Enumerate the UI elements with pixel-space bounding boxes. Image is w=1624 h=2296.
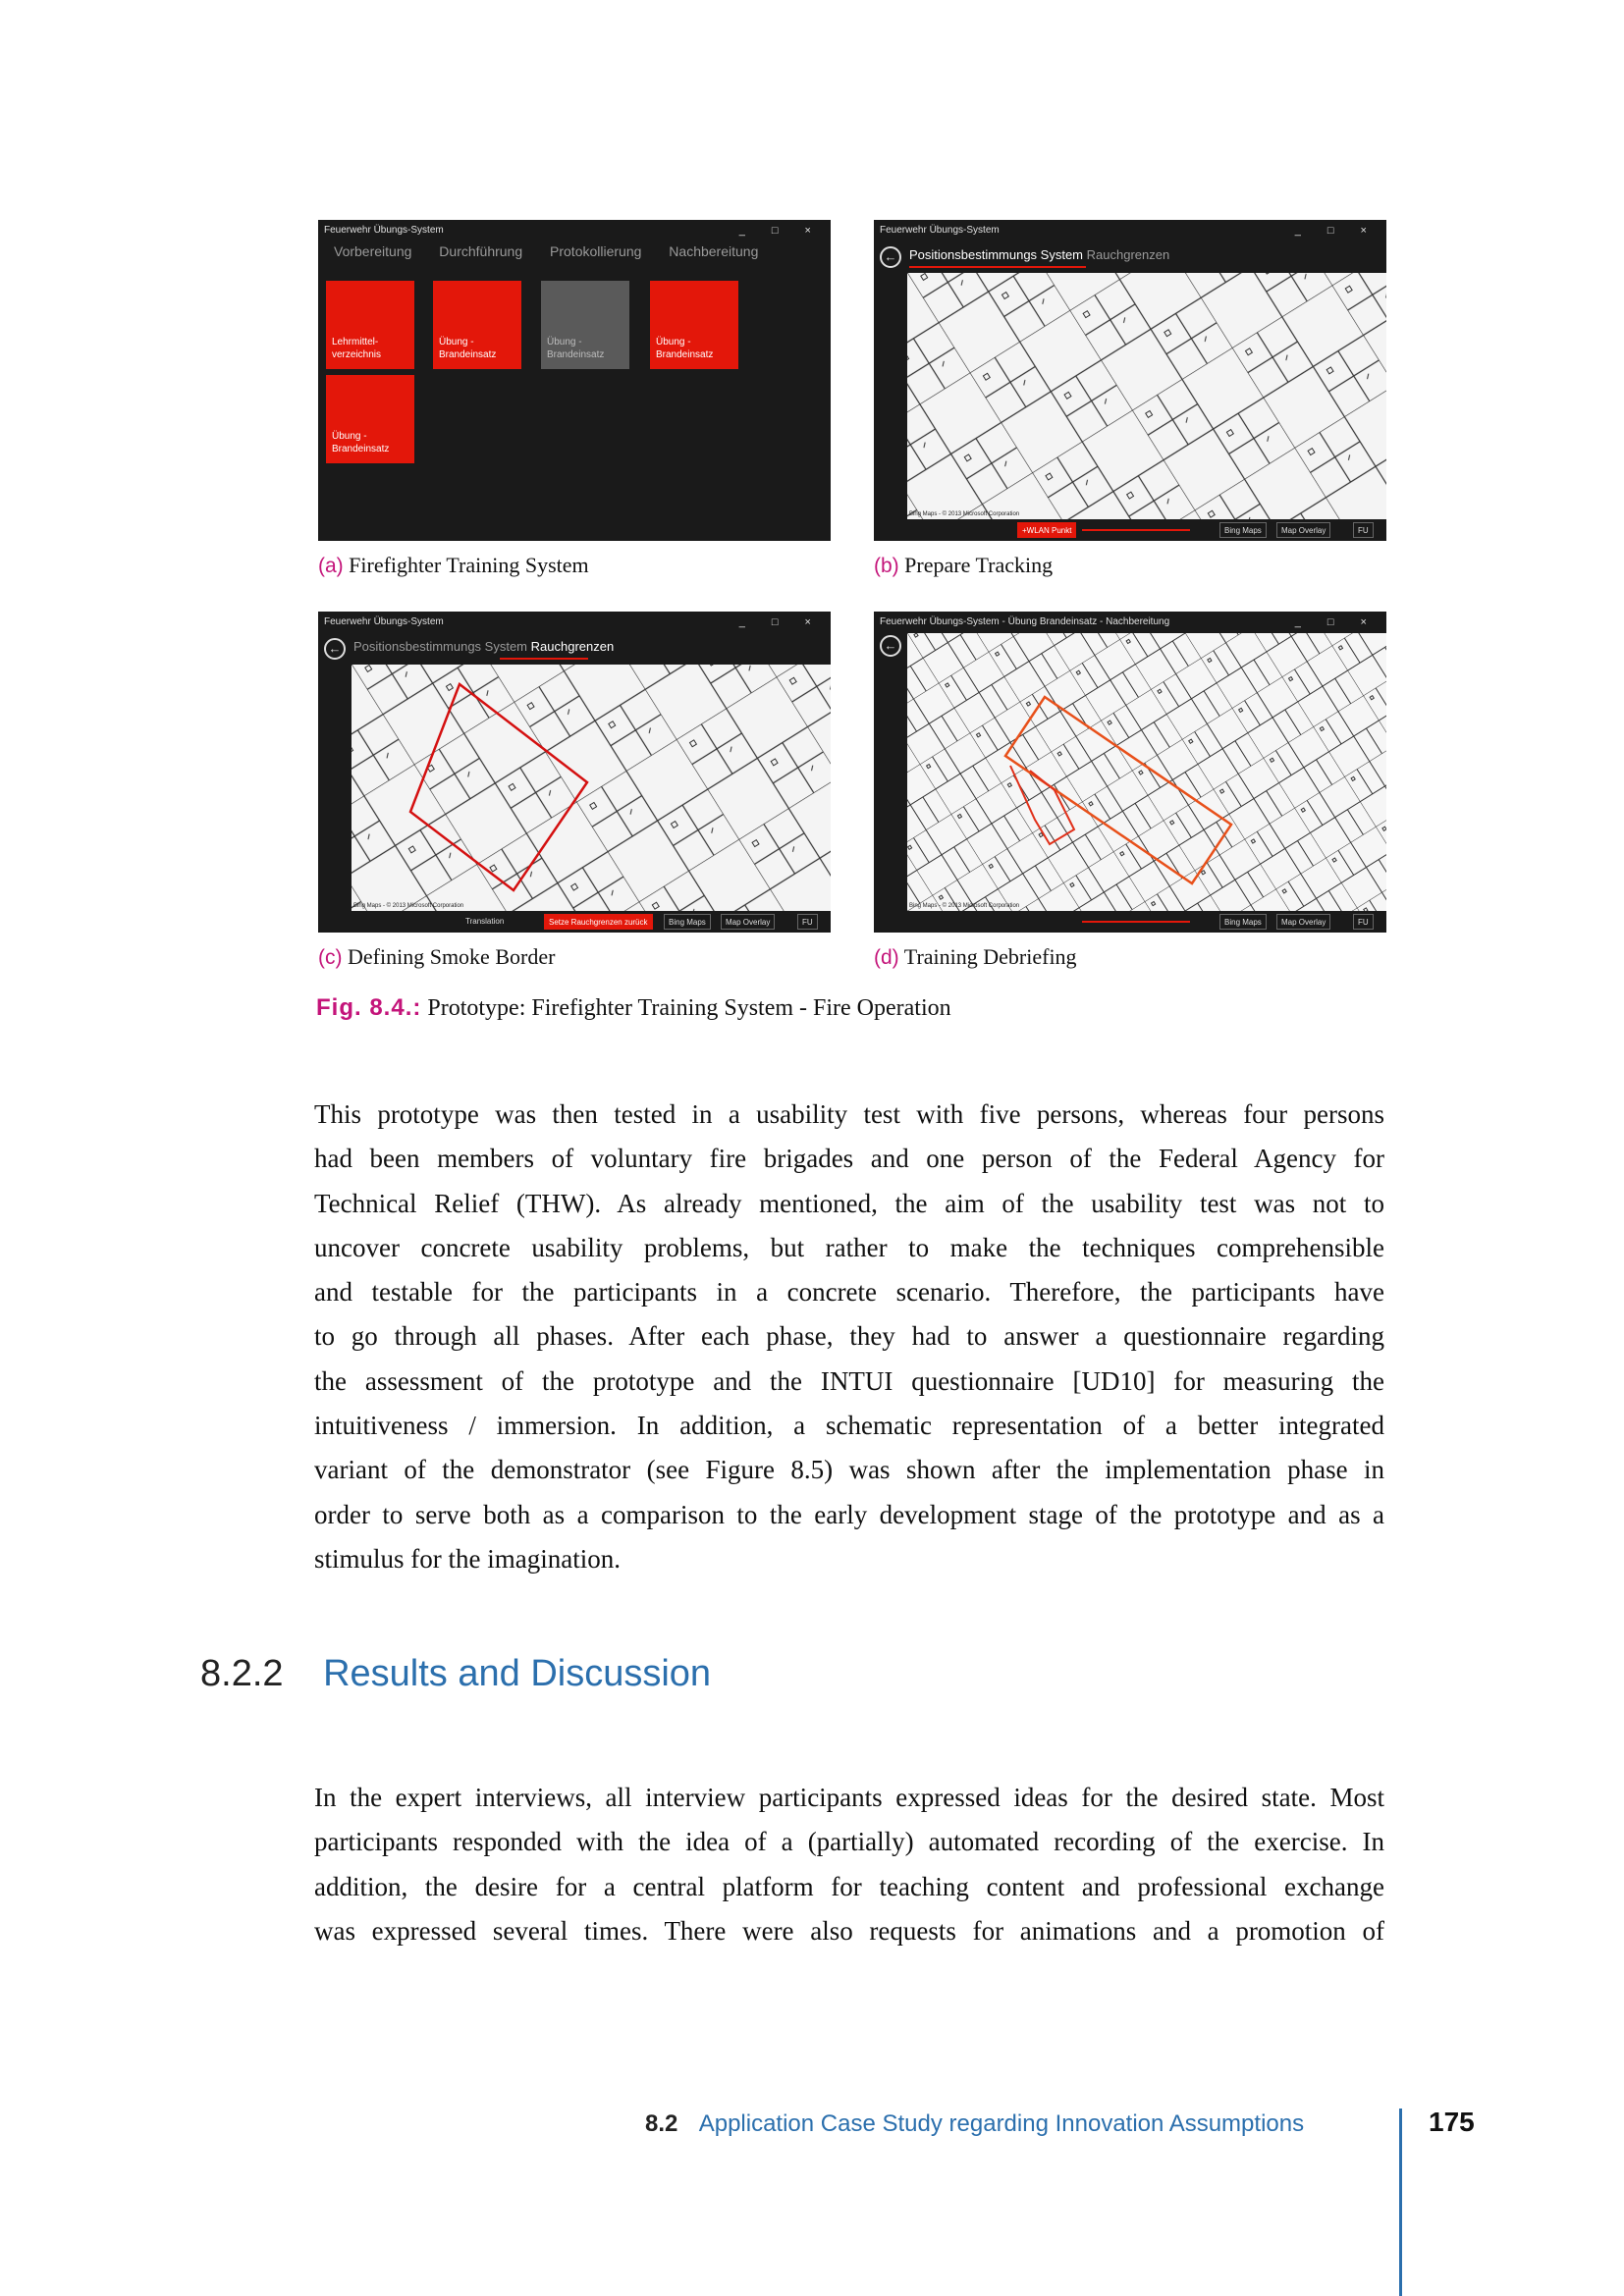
zoom-slider[interactable] (1082, 529, 1190, 531)
tab-smoke-borders[interactable]: Rauchgrenzen (1086, 247, 1170, 262)
text-line: stimulus for the imagination. (314, 1543, 621, 1574)
caption-label: (d) (874, 946, 899, 969)
tile-uebung-4[interactable] (326, 375, 414, 463)
text-line: was expressed several times. There were also requests for animations and a promotion of (314, 1915, 1384, 1946)
screenshot-prepare-tracking (874, 220, 1386, 541)
window-controls[interactable]: _ □ × (738, 225, 823, 237)
tab-protokollierung[interactable]: Protokollierung (550, 243, 642, 259)
body-paragraph-2 (314, 1776, 1384, 1953)
map-overlay-checkbox[interactable]: Map Overlay (1276, 914, 1330, 930)
tile-lehrmittel[interactable] (326, 281, 414, 369)
text-line: intuitiveness / immersion. In addition, a schematic representation of a better integrated (314, 1411, 1384, 1441)
caption-label: (b) (874, 555, 899, 577)
text-line: and testable for the participants in a concrete scenario. Therefore, the participants have (314, 1277, 1384, 1308)
section-heading (200, 1653, 711, 1695)
floor-select[interactable]: FU (1353, 522, 1374, 538)
text-line: the assessment of the prototype and the INTUI questionnaire [UD10] for measuring the (314, 1365, 1384, 1396)
window-controls[interactable]: _ □ × (1294, 225, 1379, 237)
floor-select[interactable]: FU (1353, 914, 1374, 930)
tile-label: Brandeinsatz (547, 349, 605, 360)
floor-plan-map[interactable] (352, 665, 831, 911)
text-line: participants responded with the idea of a (partially) automated recording of the exercise. In (314, 1827, 1384, 1857)
window-title: Feuerwehr Übungs-System (324, 616, 444, 627)
screenshot-debriefing (874, 612, 1386, 933)
map-copyright: Bing Maps - © 2013 Microsoft Corporation (909, 511, 1020, 517)
caption-d (874, 944, 1077, 970)
tab-nachbereitung[interactable]: Nachbereitung (669, 243, 759, 259)
text-line: variant of the demonstrator (see Figure 8.5) was shown after the implementation phase in (314, 1455, 1384, 1485)
tile-uebung-1[interactable] (433, 281, 521, 369)
tab-smoke-borders[interactable]: Rauchgrenzen (530, 639, 615, 654)
caption-label: (a) (318, 555, 344, 577)
bottom-toolbar (318, 911, 831, 933)
tile-label: Übung - (439, 337, 474, 347)
screenshot-training-system (318, 220, 831, 541)
caption-text: Prepare Tracking (904, 553, 1054, 577)
body-paragraph-1 (314, 1093, 1384, 1581)
bottom-toolbar (874, 519, 1386, 541)
window-controls[interactable]: _ □ × (738, 616, 823, 628)
window-controls[interactable]: _ □ × (1294, 616, 1379, 628)
footer-rule (1399, 2109, 1402, 2296)
screenshot-smoke-border (318, 612, 831, 933)
text-line: had been members of voluntary fire brigades and one person of the Federal Agency for (314, 1144, 1384, 1174)
footer-section-title: Application Case Study regarding Innovation Assumptions (698, 2110, 1305, 2137)
reset-smoke-borders-button[interactable]: Setze Rauchgrenzen zurück (544, 914, 653, 930)
tile-label: Übung - (656, 337, 691, 347)
figure-caption (316, 994, 951, 1022)
floor-plan-map[interactable] (907, 633, 1386, 911)
figure-text: Prototype: Firefighter Training System - Fire Operation (427, 995, 951, 1021)
caption-a (318, 553, 589, 578)
caption-text: Defining Smoke Border (348, 944, 556, 969)
figure-label: Fig. 8.4.: (316, 994, 422, 1021)
map-copyright: Bing Maps - © 2013 Microsoft Corporation (353, 903, 464, 909)
tab-durchfuehrung[interactable]: Durchführung (439, 243, 523, 259)
running-footer (645, 2110, 1304, 2138)
nav-tabs (334, 243, 782, 259)
bing-maps-select[interactable]: Bing Maps (664, 914, 711, 930)
bottom-toolbar (874, 911, 1386, 933)
tile-label: Übung - (332, 431, 367, 442)
text-line: addition, the desire for a central platform for teaching content and professional exchange (314, 1871, 1384, 1901)
window-title: Feuerwehr Übungs-System (880, 225, 1000, 236)
tile-label: Übung - (547, 337, 582, 347)
text-line: This prototype was then tested in a usability test with five persons, whereas four persons (314, 1099, 1384, 1129)
bing-maps-select[interactable]: Bing Maps (1219, 914, 1267, 930)
tile-label: Brandeinsatz (439, 349, 497, 360)
floor-select[interactable]: FU (797, 914, 818, 930)
map-header (318, 633, 831, 663)
tab-positioning[interactable]: Positionsbestimmungs System (909, 247, 1084, 262)
text-line: order to serve both as a comparison to the early development stage of the prototype and as a (314, 1499, 1384, 1529)
text-line: to go through all phases. After each phase, they had to answer a questionnaire regarding (314, 1321, 1384, 1352)
caption-c (318, 944, 555, 970)
tab-positioning[interactable]: Positionsbestimmungs System (353, 639, 528, 654)
text-line: In the expert interviews, all interview participants expressed ideas for the desired state. Most (314, 1783, 1384, 1812)
floor-plan-map[interactable] (907, 273, 1386, 519)
map-copyright: Bing Maps - © 2013 Microsoft Corporation (909, 903, 1020, 909)
timeline-slider[interactable] (1082, 921, 1190, 923)
section-number: 8.2.2 (200, 1653, 284, 1694)
back-arrow-icon[interactable]: ← (324, 638, 346, 660)
footer-section-number: 8.2 (645, 2110, 678, 2137)
map-header (874, 241, 1386, 271)
tile-uebung-2[interactable] (541, 281, 629, 369)
back-arrow-icon[interactable]: ← (880, 635, 901, 657)
tile-label: verzeichnis (332, 349, 382, 360)
tile-label: Brandeinsatz (332, 444, 390, 454)
page-number: 175 (1429, 2107, 1475, 2137)
caption-text: Training Debriefing (903, 944, 1077, 969)
tile-label: Brandeinsatz (656, 349, 714, 360)
tile-uebung-3[interactable] (650, 281, 738, 369)
window-title: Feuerwehr Übungs-System (324, 225, 444, 236)
caption-text: Firefighter Training System (349, 553, 589, 577)
tab-vorbereitung[interactable]: Vorbereitung (334, 243, 412, 259)
bing-maps-select[interactable]: Bing Maps (1219, 522, 1267, 538)
translation-toggle[interactable]: Translation (465, 917, 505, 926)
caption-label: (c) (318, 946, 343, 969)
map-overlay-checkbox[interactable]: Map Overlay (721, 914, 775, 930)
caption-b (874, 553, 1053, 578)
map-overlay-checkbox[interactable]: Map Overlay (1276, 522, 1330, 538)
add-wlan-point-button[interactable]: +WLAN Punkt (1017, 522, 1076, 538)
section-title: Results and Discussion (323, 1653, 712, 1694)
text-line: uncover concrete usability problems, but rather to make the techniques comprehensible (314, 1232, 1384, 1262)
back-arrow-icon[interactable]: ← (880, 246, 901, 268)
window-title: Feuerwehr Übungs-System - Übung Brandeinsatz - Nachbereitung (880, 616, 1170, 627)
text-line: Technical Relief (THW). As already mentioned, the aim of the usability test was not to (314, 1188, 1384, 1218)
tile-label: Lehrmittel- (332, 337, 379, 347)
